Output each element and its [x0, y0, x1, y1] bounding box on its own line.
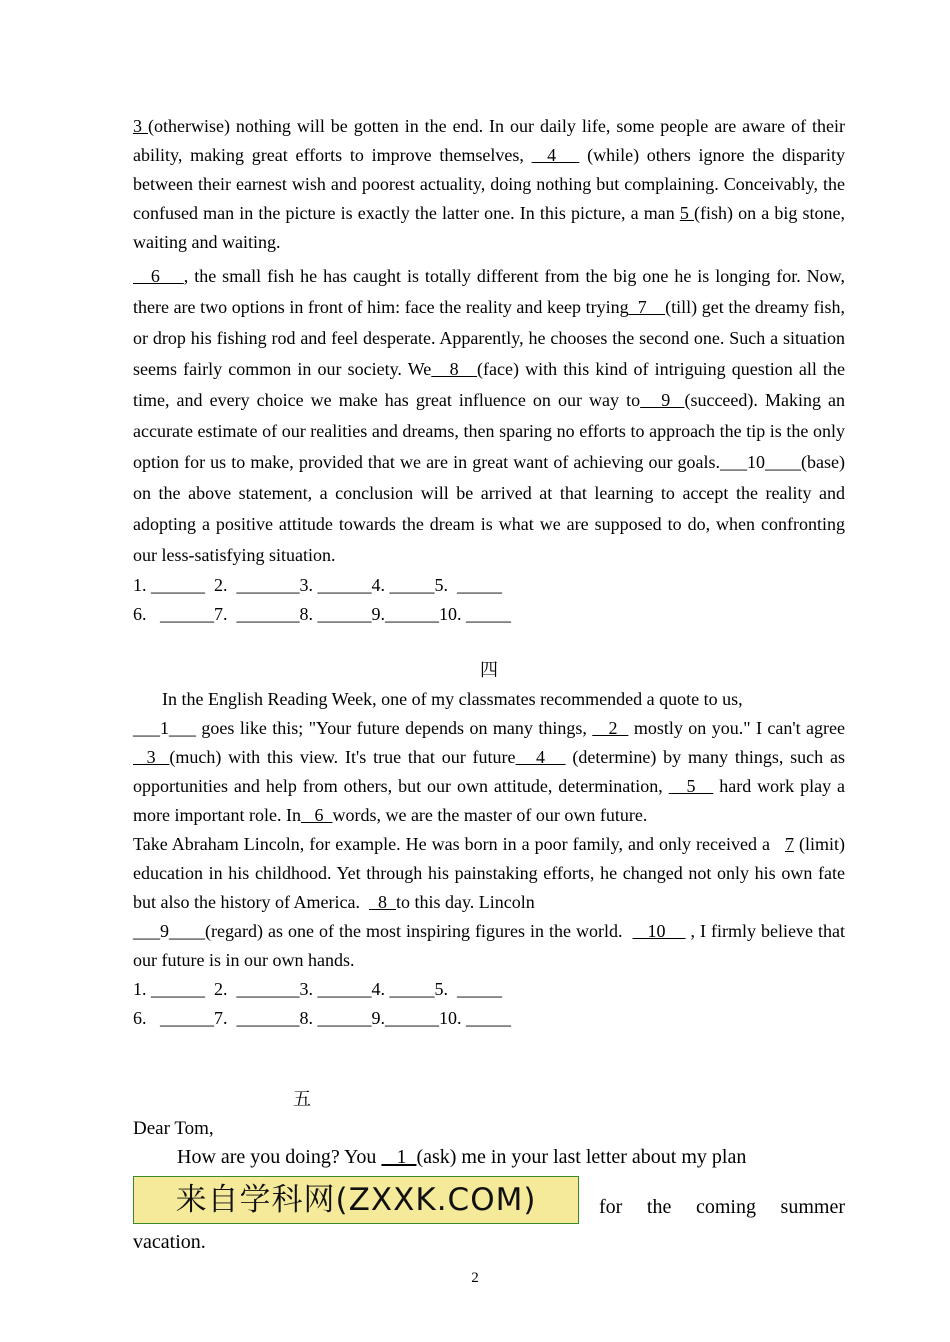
salutation: Dear Tom,: [133, 1118, 214, 1139]
text: (face) with this kind of intriguing question all the time, and every choice we make has great influence on our way to: [133, 359, 846, 410]
blank-2: 2: [592, 718, 629, 738]
text: mostly on you." I can't agree: [628, 718, 845, 738]
text: (till) get the dreamy fish, or drop his fishing rod and feel desperate. Apparently, he chooses the second one. Such a situation seems fairly common in our society. We: [133, 297, 845, 379]
blank-5: 5: [679, 203, 694, 223]
blank-3: 3: [133, 116, 148, 136]
page-number: 2: [471, 1270, 479, 1286]
section5-heading: 五: [293, 1089, 311, 1109]
text: (determine) by many things, such as opportunities and help from others, but our own attitude, determination,: [133, 747, 845, 796]
answer-line-2: 6. ______7. _______8. ______9.______10. _____: [133, 1008, 511, 1028]
section4-paragraph-3: [133, 917, 845, 975]
text: (fish) on a big stone, waiting and waiting.: [133, 203, 845, 252]
text: (succeed). Making an accurate estimate of our realities and dreams, then sparing no efforts to approach the tip is the only option for us to make, provided that we are in great want of achieving our goals.___10____(base) on the above statement, a conclusion will be arrived at that learning to accept the reality and adopting a positive attitude towards the dream is what we are supposed to do, when confronting our less-satisfying situation.: [133, 390, 846, 565]
blank-7: 7: [784, 834, 794, 854]
section4-heading: 四: [480, 660, 498, 680]
text: words, we are the master of our own future.: [332, 805, 648, 825]
section4-paragraph-2: [133, 830, 850, 917]
blank-4: 4: [515, 747, 566, 767]
section4-paragraph-1: [133, 714, 845, 830]
text: (otherwise) nothing will be gotten in the end. In our daily life, some people are aware of their ability, making great efforts to improve themselves,: [133, 116, 846, 165]
text: ___9____(regard) as one of the most inspiring figures in the world.: [133, 921, 633, 941]
text: How are you doing? You: [177, 1146, 382, 1168]
text: , I firmly believe that our future is in our own hands.: [133, 921, 846, 970]
answer-line-2: 6. ______7. _______8. ______9.______10. _____: [133, 604, 511, 624]
text: Take Abraham Lincoln, for example. He was born in a poor family, and only received a: [133, 834, 785, 854]
blank-8: 8: [368, 892, 396, 912]
text: to this day. Lincoln: [395, 892, 535, 912]
blank-4: 4: [531, 145, 580, 165]
text: hard work play a more important role. In: [133, 776, 845, 825]
blank-10: 10: [632, 921, 686, 941]
letter-line-3: vacation.: [133, 1231, 206, 1253]
zxxk-watermark-logo: 来自学科网(ZXXK.COM): [133, 1176, 579, 1224]
blank-9: 9: [640, 390, 685, 410]
section3-paragraph-2: [133, 261, 845, 571]
answer-line-1: 1. ______ 2. _______3. ______4. _____5. _____: [133, 979, 502, 999]
blank-6: 6: [300, 805, 333, 825]
section4-intro: In the English Reading Week, one of my classmates recommended a quote to us,: [162, 689, 743, 709]
letter-line-2: [133, 1172, 845, 1228]
text: (limit) education in his childhood. Yet through his painstaking efforts, he changed not only his own fate but also the history of America.: [133, 834, 850, 912]
blank-8: 8: [431, 359, 478, 379]
blank-3: 3: [133, 747, 170, 767]
section3-paragraph-1: [133, 112, 845, 257]
blank-5: 5: [668, 776, 714, 796]
text: ___1___ goes like this; "Your future depends on many things,: [133, 718, 593, 738]
blank-6: 6: [133, 266, 184, 286]
text: (ask) me in your last letter about my plan: [416, 1146, 747, 1168]
text: , the small fish he has caught is totally different from the big one he is longing for. Now, there are two options in front of him: face the reality and keep trying: [133, 266, 846, 317]
letter-line-1: [133, 1143, 845, 1172]
blank-7: 7: [628, 297, 666, 317]
blank-1: 1: [381, 1146, 417, 1168]
text: (while) others ignore the disparity between their earnest wish and poorest actuality, doing nothing but complaining. Conceivably, the confused man in the picture is exactly the latter one. In this picture, a man: [133, 145, 845, 223]
document-body: [133, 112, 850, 1257]
text: (much) with this view. It's true that our future: [169, 747, 516, 767]
answer-line-1: 1. ______ 2. _______3. ______4. _____5. _____: [133, 575, 502, 595]
letter-text: for the coming summer: [599, 1195, 845, 1218]
